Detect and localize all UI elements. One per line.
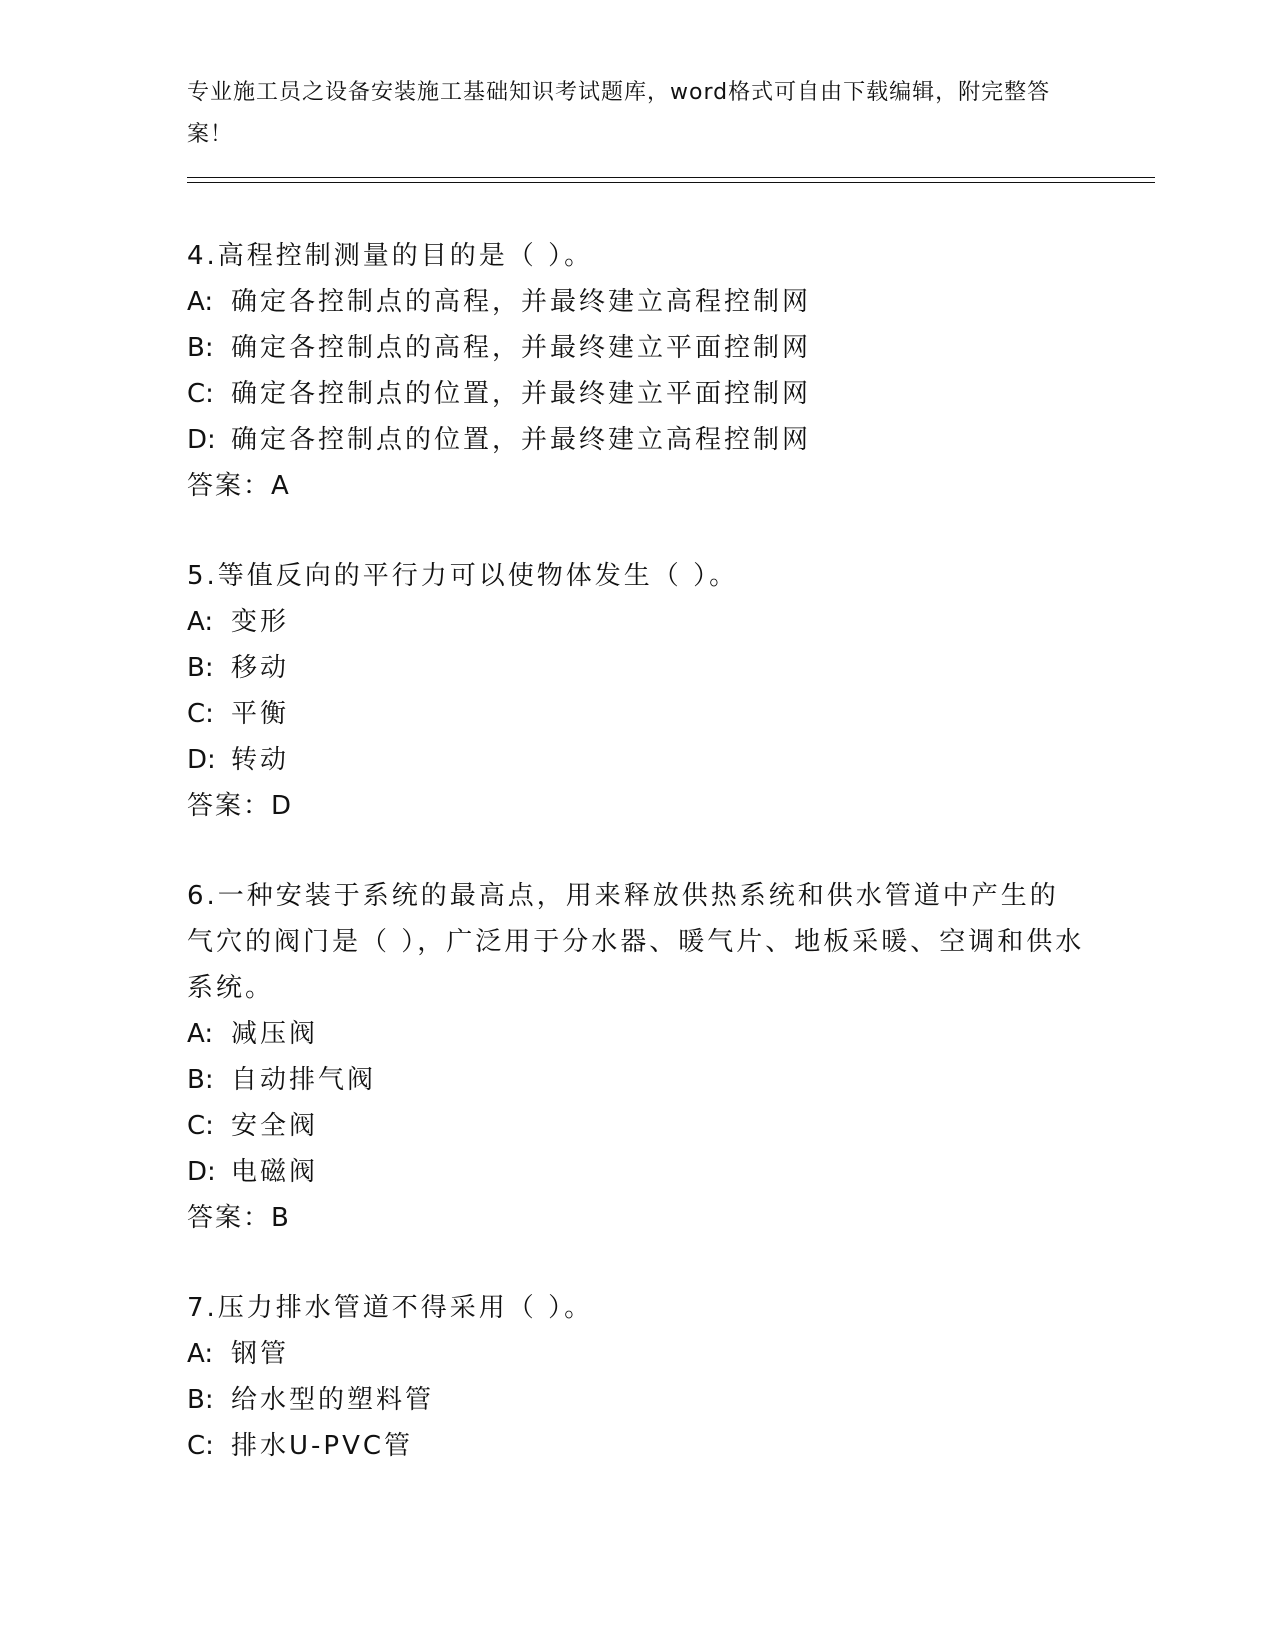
option-c	[187, 371, 1087, 417]
option-c	[187, 1103, 1087, 1149]
option-text: 减压阀	[231, 1019, 319, 1049]
option-text: 确定各控制点的位置，并最终建立平面控制网	[231, 379, 812, 409]
option-a	[187, 599, 1087, 645]
option-d	[187, 1149, 1087, 1195]
option-text: 电磁阀	[231, 1157, 319, 1187]
option-text: 自动排气阀	[231, 1065, 377, 1095]
document-header: 专业施工员之设备安装施工基础知识考试题库，word格式可自由下载编辑，附完整答案！	[187, 80, 1051, 147]
option-a	[187, 1331, 1087, 1377]
option-letter: D:	[187, 1157, 216, 1187]
question-4	[187, 233, 1087, 509]
question-stem: 4.高程控制测量的目的是（ ）。	[187, 241, 594, 271]
option-c	[187, 1423, 1087, 1469]
option-text: 确定各控制点的位置，并最终建立高程控制网	[231, 425, 812, 455]
option-letter: D:	[187, 745, 216, 775]
option-letter: D:	[187, 425, 216, 455]
answer-line	[187, 1195, 1087, 1241]
answer-line	[187, 463, 1087, 509]
option-text: 变形	[231, 607, 290, 637]
option-b	[187, 645, 1087, 691]
answer-label: 答案：	[187, 1203, 272, 1233]
option-letter: A:	[187, 607, 214, 637]
answer-label: 答案：	[187, 471, 272, 501]
question-stem: 7.压力排水管道不得采用（ ）。	[187, 1293, 594, 1323]
option-text: 给水型的塑料管	[231, 1385, 435, 1415]
option-letter: B:	[187, 1065, 214, 1095]
option-letter: B:	[187, 1385, 214, 1415]
header-divider-bottom	[187, 182, 1155, 183]
option-letter: A:	[187, 287, 214, 317]
option-text: 确定各控制点的高程，并最终建立平面控制网	[231, 333, 812, 363]
option-text: 平衡	[231, 699, 290, 729]
option-c	[187, 691, 1087, 737]
option-letter: C:	[187, 379, 214, 409]
answer-label: 答案：	[187, 791, 272, 821]
option-text: 转动	[231, 745, 290, 775]
question-6	[187, 873, 1087, 1241]
option-letter: C:	[187, 1431, 214, 1461]
question-7	[187, 1285, 1087, 1469]
option-text: 移动	[231, 653, 290, 683]
option-letter: B:	[187, 333, 214, 363]
option-letter: A:	[187, 1019, 214, 1049]
option-b	[187, 1377, 1087, 1423]
question-stem: 5.等值反向的平行力可以使物体发生（ ）。	[187, 561, 739, 591]
option-text: 确定各控制点的高程，并最终建立高程控制网	[231, 287, 812, 317]
option-text: 钢管	[231, 1339, 290, 1369]
question-stem: 6.一种安装于系统的最高点，用来释放供热系统和供水管道中产生的气穴的阀门是（ ），广泛用于分水器、暖气片、地板采暖、空调和供水系统。	[187, 881, 1085, 1003]
option-d	[187, 737, 1087, 783]
option-b	[187, 1057, 1087, 1103]
option-a	[187, 279, 1087, 325]
answer-value: B	[271, 1203, 291, 1233]
option-letter: B:	[187, 653, 214, 683]
question-5	[187, 553, 1087, 829]
option-letter: C:	[187, 1111, 214, 1141]
answer-line	[187, 783, 1087, 829]
question-list	[187, 233, 1087, 1513]
answer-value: D	[271, 791, 294, 821]
option-d	[187, 417, 1087, 463]
option-letter: A:	[187, 1339, 214, 1369]
option-a	[187, 1011, 1087, 1057]
option-text: 排水U-PVC管	[231, 1431, 414, 1461]
answer-value: A	[271, 471, 291, 501]
header-divider-top	[187, 177, 1155, 178]
option-b	[187, 325, 1087, 371]
option-text: 安全阀	[231, 1111, 319, 1141]
option-letter: C:	[187, 699, 214, 729]
